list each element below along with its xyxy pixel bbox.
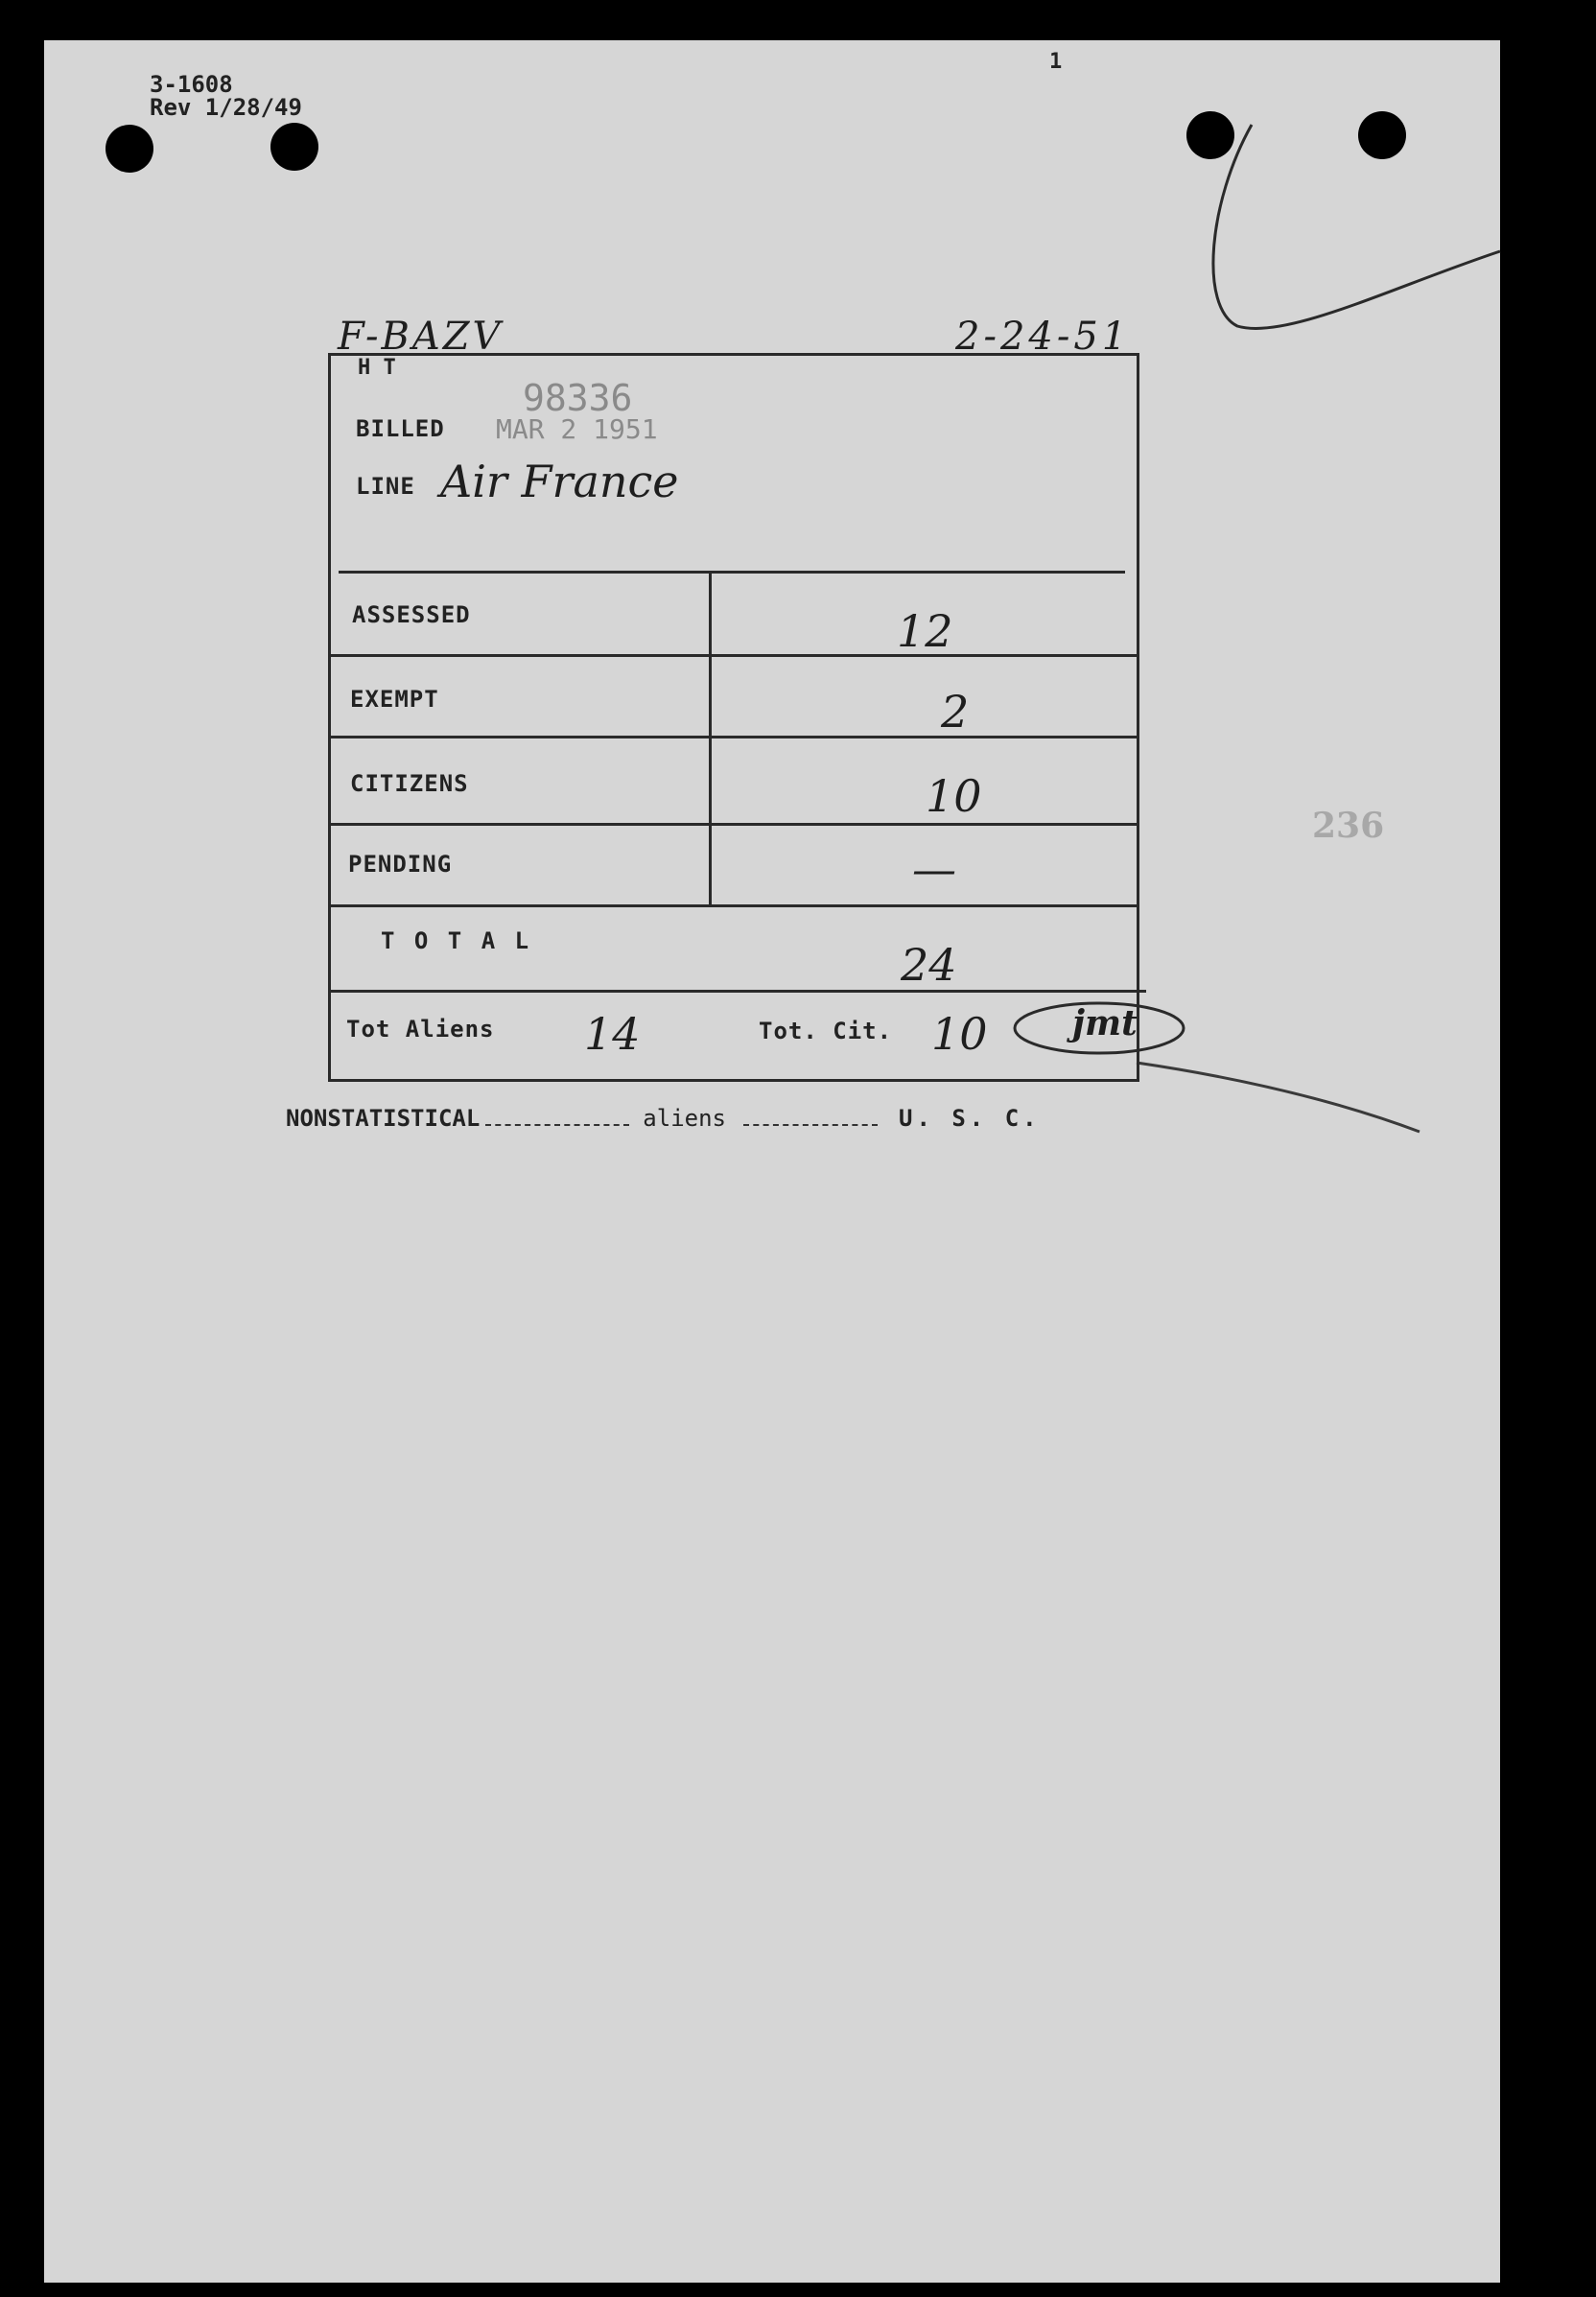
billed-date-stamp: MAR 2 1951 <box>496 413 658 445</box>
pending-label: PENDING <box>348 851 453 878</box>
rule-row-4 <box>331 904 1137 907</box>
aliens-blank <box>743 1124 878 1126</box>
form-number: 3-1608 <box>150 71 233 98</box>
billed-label: BILLED <box>356 415 445 442</box>
rule-row-5 <box>331 990 1146 993</box>
rule-row-2 <box>331 736 1137 738</box>
nonstatistical-label: NONSTATISTICAL <box>286 1105 481 1132</box>
tot-cit-label: Tot. Cit. <box>759 1018 893 1044</box>
pending-value: — <box>912 843 956 895</box>
rule-row-3 <box>331 823 1137 826</box>
line-label: LINE <box>356 473 415 500</box>
top-page-mark: 1 <box>1049 50 1063 74</box>
citizens-label: CITIZENS <box>350 770 469 797</box>
check-stroke <box>1213 125 1500 329</box>
rule-top <box>339 571 1125 574</box>
total-label: T O T A L <box>381 927 532 954</box>
total-value: 24 <box>901 939 957 991</box>
tot-aliens-value: 14 <box>584 1008 641 1060</box>
usc-label: U. S. C. <box>899 1105 1041 1132</box>
citizens-value: 10 <box>926 770 982 822</box>
side-page-number: 236 <box>1312 806 1385 846</box>
line-value: Air France <box>440 456 679 507</box>
exempt-label: EXEMPT <box>350 686 439 713</box>
billed-number-stamp: 98336 <box>523 377 633 419</box>
nonstatistical-blank <box>485 1124 629 1126</box>
exempt-value: 2 <box>941 686 970 738</box>
ht-label: H T <box>358 356 396 380</box>
assessed-value: 12 <box>897 605 953 657</box>
manifest-card <box>328 353 1139 1082</box>
aliens-label: aliens <box>643 1105 726 1132</box>
tot-aliens-label: Tot Aliens <box>346 1016 495 1043</box>
column-divider <box>709 573 712 906</box>
form-revision: Rev 1/28/49 <box>150 94 302 121</box>
rule-row-1 <box>331 654 1137 657</box>
tot-cit-value: 10 <box>931 1008 988 1060</box>
arrival-date: 2-24-51 <box>955 315 1131 359</box>
underline-stroke <box>1137 1063 1420 1132</box>
initials-signature: jmt <box>1072 1003 1138 1043</box>
assessed-label: ASSESSED <box>352 601 471 628</box>
nonstatistical-line <box>286 1105 1041 1132</box>
aircraft-registration: F-BAZV <box>338 315 504 359</box>
